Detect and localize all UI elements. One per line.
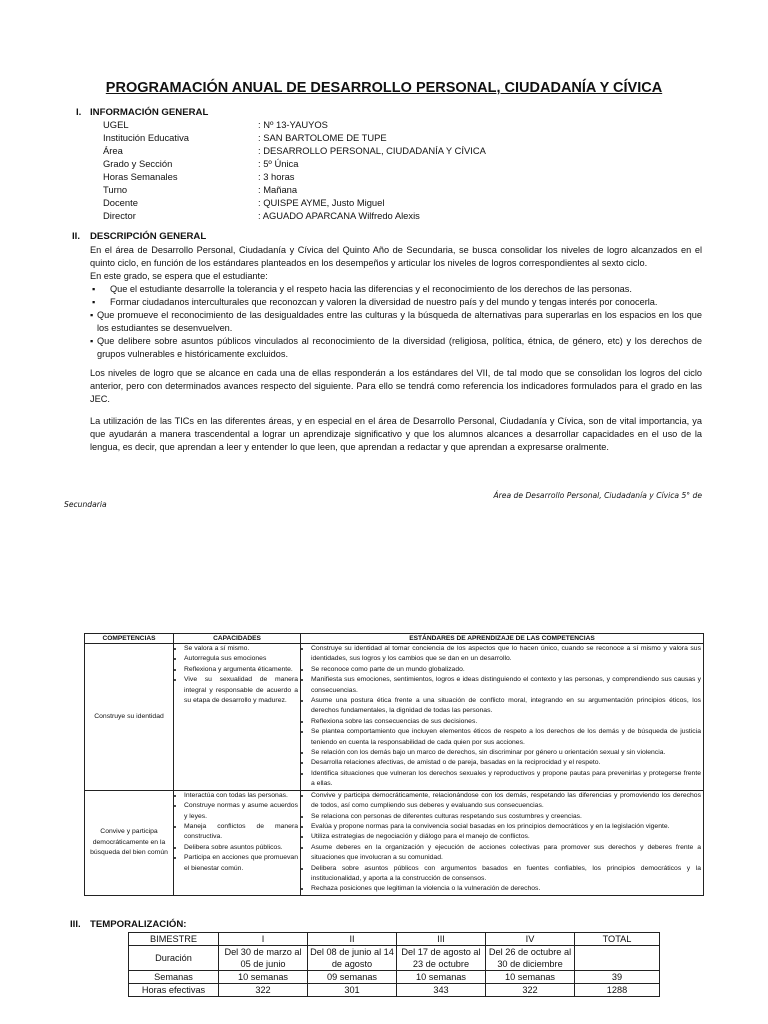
column-header: BIMESTRE [129, 933, 219, 946]
table-row [129, 971, 660, 984]
description-bullet: Formar ciudadanos interculturales que reconozcan y valoren la diversidad de nuestro país y del mundo y tengas interés por conocerla. [110, 297, 658, 307]
table-cell: 39 [575, 971, 660, 984]
table-header-row [129, 933, 660, 946]
capacity-item: • Se valora a sí mismo. [184, 644, 298, 654]
standard-item: • Reflexiona sobre las consecuencias de sus decisiones. [311, 717, 701, 727]
column-header: ESTÁNDARES DE APRENDIZAJE DE LAS COMPETENCIAS [301, 634, 704, 644]
section-3-number: III. [70, 919, 81, 930]
column-header: III [397, 933, 486, 946]
info-value: : SAN BARTOLOME DE TUPE [258, 132, 387, 143]
competencies-table [84, 633, 704, 896]
standard-item: • Utiliza estrategias de negociación y diálogo para el manejo de conflictos. [311, 832, 701, 842]
capacity-item: • Interactúa con todas las personas. [184, 791, 298, 801]
row-label: Semanas [129, 971, 219, 984]
section-1-heading: INFORMACIÓN GENERAL [90, 107, 209, 118]
table-cell [575, 946, 660, 971]
info-value: : 3 horas [258, 171, 295, 182]
standard-item: • Se relaciona con personas de diferentes culturas respetando sus costumbres y creencias. [311, 812, 701, 822]
table-row [85, 790, 704, 895]
standards-cell [301, 644, 704, 791]
capacities-cell [174, 790, 301, 895]
standard-item: • Se plantea comportamiento que incluyen elementos éticos de respeto a los derechos de los demás y de búsqueda de justicia teniendo en cuenta la responsabilidad de cada quien por sus acciones. [311, 727, 701, 748]
description-bullet: Que delibere sobre asuntos públicos vinculados al reconocimiento de la diversidad (religiosa, política, étnica, de género, etc) y los derechos de grupos vulnerables e históricamente excluidos. [97, 336, 702, 359]
info-label: Turno [103, 184, 128, 195]
capacity-item: • Construye normas y asume acuerdos y leyes. [184, 801, 298, 822]
competency-name: Construye su identidad [85, 644, 174, 791]
table-cell: 10 semanas [486, 971, 575, 984]
capacity-item: • Participa en acciones que promuevan el bienestar común. [184, 853, 298, 874]
column-header: I [219, 933, 308, 946]
description-paragraph-2: Los niveles de logro que se alcance en cada una de ellas responderán a los estándares del VII, de tal modo que se consolidan los logros del ciclo anterior, pero con determinados avances respecto del siguiente. Para ello se tendrá como referencia los indicadores formulados para el grado en las JEC. [90, 368, 702, 404]
capacity-item: • Delibera sobre asuntos públicos. [184, 843, 298, 853]
column-header: COMPETENCIAS [85, 634, 174, 644]
column-header: CAPACIDADES [174, 634, 301, 644]
bullet-icon: ▪ [90, 310, 94, 320]
column-header: IV [486, 933, 575, 946]
footer-line-1: Área de Desarrollo Personal, Ciudadanía y Cívica 5° de [493, 491, 702, 500]
info-label: Director [103, 210, 136, 221]
info-value: : AGUADO APARCANA Wilfredo Alexis [258, 210, 420, 221]
capacity-item: • Vive su sexualidad de manera integral y responsable de acuerdo a su etapa de desarrollo y madurez. [184, 675, 298, 706]
bullet-icon: ▪ [92, 297, 96, 307]
section-3-heading: TEMPORALIZACIÓN: [90, 919, 187, 930]
standard-item: • Se relación con los demás bajo un marco de derechos, sin discriminar por género u orientación sexual y sin violencia. [311, 748, 701, 758]
info-label: Docente [103, 197, 138, 208]
standard-item: • Manifiesta sus emociones, sentimientos, logros e ideas distinguiendo el contexto y las personas, y comprendiendo sus causas y consecuencias. [311, 675, 701, 696]
temporalization-table [128, 932, 660, 997]
table-cell: 322 [219, 984, 308, 997]
standard-item: • Evalúa y propone normas para la convivencia social basadas en los principios democráticos y en la legislación vigente. [311, 822, 701, 832]
info-value: : DESARROLLO PERSONAL, CIUDADANÍA Y CÍVICA [258, 145, 486, 156]
table-cell: 322 [486, 984, 575, 997]
table-cell: Del 17 de agosto al 23 de octubre [397, 946, 486, 971]
description-lead: En este grado, se espera que el estudiante: [90, 271, 268, 281]
capacity-item: • Maneja conflictos de manera constructiva. [184, 822, 298, 843]
standard-item: • Asume deberes en la organización y ejecución de acciones colectivas para promover sus derechos y deberes frente a situaciones que involucran a su comunidad. [311, 843, 701, 864]
table-cell: 1288 [575, 984, 660, 997]
table-row [85, 644, 704, 791]
table-row [129, 946, 660, 971]
competency-name: Convive y participa democráticamente en la búsqueda del bien común [85, 790, 174, 895]
standard-item: • Asume una postura ética frente a una situación de conflicto moral, integrando en su argumentación principios éticos, los derechos fundamentales, la dignidad de todas las personas. [311, 696, 701, 717]
capacities-cell [174, 644, 301, 791]
bullet-icon: ▪ [90, 336, 94, 346]
standard-item: • Desarrolla relaciones afectivas, de amistad o de pareja, basadas en la reciprocidad y el respeto. [311, 758, 701, 768]
info-label: Horas Semanales [103, 171, 178, 182]
description-bullet: Que promueve el reconocimiento de las desigualdades entre las culturas y la búsqueda de alternativas para superarlas en los espacios en los que los estudiantes se desenvuelven. [97, 310, 702, 333]
footer-line-2: Secundaria [64, 500, 107, 509]
column-header: TOTAL [575, 933, 660, 946]
standard-item: • Rechaza posiciones que legitiman la violencia o la vulneración de derechos. [311, 884, 701, 894]
table-cell: Del 30 de marzo al 05 de junio [219, 946, 308, 971]
info-value: : QUISPE AYME, Justo Miguel [258, 197, 385, 208]
standard-item: • Convive y participa democráticamente, relacionándose con los demás, respetando las diferencias y promoviendo los derechos de todos, así como cumpliendo sus deberes y evaluando sus consecuencias. [311, 791, 701, 812]
section-1-number: I. [76, 107, 82, 118]
info-label: Institución Educativa [103, 132, 189, 143]
info-value: : 5º Única [258, 158, 299, 169]
table-cell: 343 [397, 984, 486, 997]
standard-item: • Se reconoce como parte de un mundo globalizado. [311, 665, 701, 675]
column-header: II [308, 933, 397, 946]
description-bullet: Que el estudiante desarrolle la tolerancia y el respeto hacia las diferencias y el reconocimiento de los derechos de las personas. [110, 284, 632, 294]
table-cell: Del 08 de junio al 14 de agosto [308, 946, 397, 971]
description-paragraph-3: La utilización de las TICs en las diferentes áreas, y en especial en el área de Desarrollo Personal, Ciudadanía y Cívica, son de vital importancia, ya que ayudarán a manera trascendental a lograr un aprendizaje significativo y que los alumnos alcances a desarrollar capacidades en el uso de la lengua, es decir, que aprendan a leer y entender lo que leen, que aprendan a redactar y que aprendan a expresarse oralmente. [90, 416, 702, 452]
info-label: Grado y Sección [103, 158, 173, 169]
info-value: : Nº 13-YAUYOS [258, 119, 328, 130]
row-label: Duración [129, 946, 219, 971]
table-cell: 301 [308, 984, 397, 997]
capacity-item: • Reflexiona y argumenta éticamente. [184, 665, 298, 675]
bullet-icon: ▪ [92, 284, 96, 294]
info-value: : Mañana [258, 184, 298, 195]
table-row [129, 984, 660, 997]
table-header-row [85, 634, 704, 644]
table-cell: Del 26 de octubre al 30 de diciembre [486, 946, 575, 971]
standard-item: • Identifica situaciones que vulneran los derechos sexuales y reproductivos y propone pautas para prevenirlas y protegerse frente a ellas. [311, 769, 701, 790]
table-cell: 10 semanas [219, 971, 308, 984]
info-label: UGEL [103, 119, 129, 130]
capacity-item: • Autorregula sus emociones [184, 654, 298, 664]
standard-item: • Delibera sobre asuntos públicos con argumentos basados en fuentes confiables, los principios democráticos y la institucionalidad, y aporta a la construcción de consensos. [311, 864, 701, 885]
section-2-number: II. [72, 231, 80, 242]
description-intro: En el área de Desarrollo Personal, Ciudadanía y Cívica del Quinto Año de Secundaria, se busca consolidar los niveles de logro alcanzados en el quinto ciclo, en función de los estándares planteados en los desempeños y articular los niveles de logros correspondientes al sexto ciclo. [90, 245, 702, 268]
table-cell: 09 semanas [308, 971, 397, 984]
section-2-heading: DESCRIPCIÓN GENERAL [90, 231, 207, 242]
standards-cell [301, 790, 704, 895]
page-title: PROGRAMACIÓN ANUAL DE DESARROLLO PERSONAL, CIUDADANÍA Y CÍVICA [105, 80, 663, 96]
row-label: Horas efectivas [129, 984, 219, 997]
standard-item: • Construye su identidad al tomar conciencia de los aspectos que lo hacen único, cuando se reconoce a sí mismo y valora sus identidades, sus logros y los cambios que se dan en un desarrollo. [311, 644, 701, 665]
info-label: Área [103, 145, 123, 156]
table-cell: 10 semanas [397, 971, 486, 984]
